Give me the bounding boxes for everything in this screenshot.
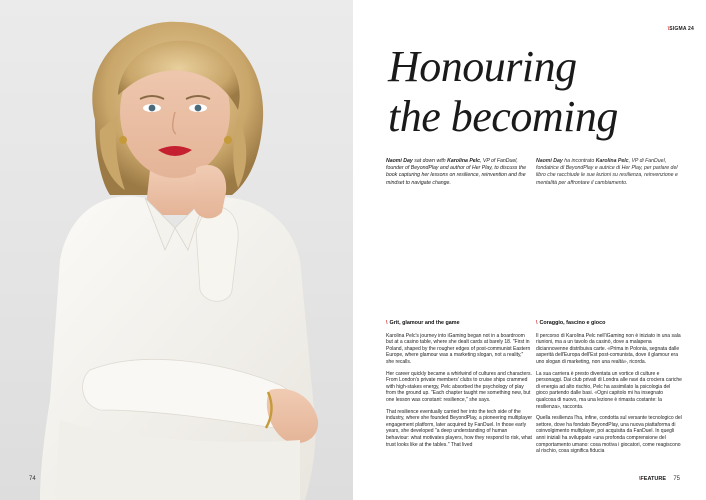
standfirst-en-text2: , VP of FanDuel, founder of BeyondPlay and author of Her Play, to discuss the book capturing her lessons on resilience, reinvention and the mindset to navigate change. xyxy=(386,158,527,186)
title-line-1: Honouring xyxy=(388,42,577,91)
body-paragraph-it: Il percorso di Karolina Pelc nell'iGaming non è iniziato in una sala riunioni, ma a un tavolo da casinò, dove a malapena diciannovenne distribuiva carte. «Prima in Polonia, segnata dalle asperità dell'Europa dell'Est post-comunista, dove il glamour era uno slogan di marketing, non una realtà», ricorda. xyxy=(536,332,681,365)
right-page xyxy=(353,0,706,500)
footer-tag xyxy=(639,476,666,482)
standfirst-en-subject: Karolina Pelc xyxy=(447,158,480,164)
header-tag xyxy=(668,26,694,32)
title-line-2: the becoming xyxy=(388,92,618,141)
section-heading-en-text: Grit, glamour and the game xyxy=(389,320,460,326)
section-slash-mark: \ xyxy=(386,320,388,326)
header-tag-text: SIGMA 24 xyxy=(669,26,694,32)
section-heading-en xyxy=(386,320,532,327)
page-number-right: 75 xyxy=(673,476,680,482)
body-paragraph-it: La sua carriera è presto diventata un vortice di culture e personaggi. Dai club privati di Londra alle navi da crociera cariche di energia ad alto rischio, Pelc ha assimilato la psicologia del gioco partendo dalle basi. «Ogni capitolo mi ha insegnato qualcosa di nuovo, ma una lezione è rimasta costante: la resilienza», racconta. xyxy=(536,370,682,410)
footer-tag-text: FEATURE xyxy=(640,476,666,482)
body-paragraph-it: Quella resilienza l'ha, infine, condotta sul versante tecnologico del settore, dove ha fondato BeyondPlay, una nuova piattaforma di coinvolgimento multiplayer, poi acquisita da FanDuel. In quegli anni iniziali ha sviluppato «una profonda comprensione del comportamento umano: cosa motiva i giocatori, come reagiscono al rischio, cosa significa fiducia xyxy=(536,415,682,455)
standfirst-en-text1: sat down with xyxy=(412,158,448,164)
section-slash-mark: \ xyxy=(536,320,538,326)
page-number-left: 74 xyxy=(29,476,36,482)
standfirst-english xyxy=(386,158,528,187)
body-paragraph-en: That resilience eventually carried her into the tech side of the industry, where she founded BeyondPlay, a pioneering multiplayer engagement platform, later acquired by FanDuel. In those early years, she developed "a deep understanding of human behaviour: what motivates players, how they respond to risk, what trust looks like at the tables." That lived xyxy=(386,408,533,448)
standfirst-it-text1: ha incontrato xyxy=(562,158,596,164)
body-column-italian xyxy=(536,320,682,460)
section-heading-it xyxy=(536,320,682,327)
article-title xyxy=(388,42,688,142)
standfirst-italian xyxy=(536,158,678,187)
body-column-english xyxy=(386,320,532,453)
body-paragraph-en: Her career quickly became a whirlwind of cultures and characters. From London's private members' clubs to cruise ships crammed with high-stakes energy, Pelc absorbed the psychology of play from the ground up. "Each chapter taught me something new, but one lesson was constant: resilience," she says. xyxy=(386,370,532,403)
footer-tag-mark: \ xyxy=(638,476,641,482)
header-tag-mark: \ xyxy=(667,26,670,32)
standfirst-it-text2: , VP di FanDuel, fondatrice di BeyondPlay e autrice di Her Play, per parlare del libro che racchiude le sue lezioni su resilienza, reinvenzione e mentalità per affrontare il cambiamento. xyxy=(536,158,678,186)
standfirst-it-author: Naomi Day xyxy=(536,158,563,164)
standfirst-en-author: Naomi Day xyxy=(386,158,413,164)
standfirst-it-subject: Karolina Pelc xyxy=(595,158,629,164)
section-heading-it-text: Coraggio, fascino e gioco xyxy=(539,320,606,326)
body-paragraph-en: Karolina Pelc's journey into iGaming began not in a boardroom but at a casino table, where she dealt cards at barely 18. "First in Poland, shaped by the rougher edges of post-communist Eastern Europe, where glamour was a marketing slogan, not a reality," she recalls. xyxy=(386,332,531,365)
